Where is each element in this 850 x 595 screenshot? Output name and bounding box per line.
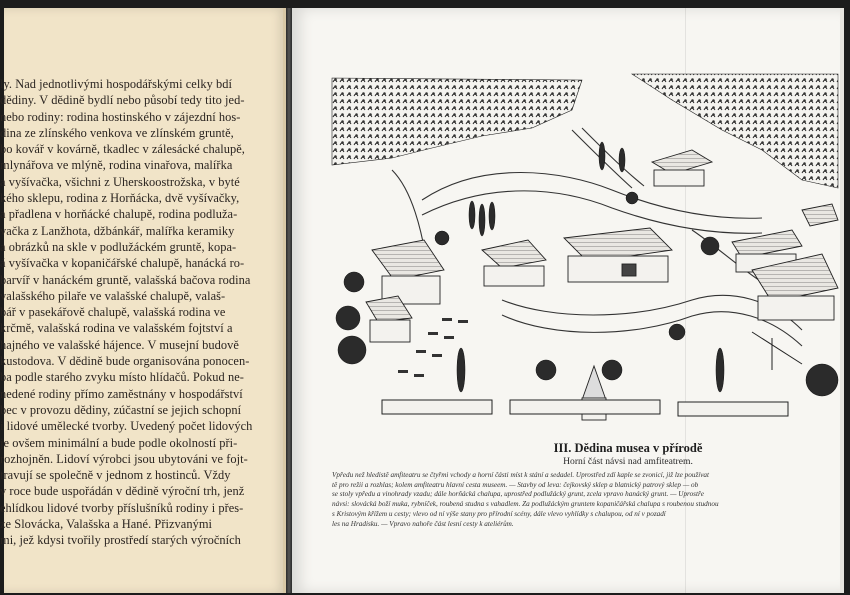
text-line: kého sklepu, rodina z Horňácka, dvě vyšívačky, [0,191,240,206]
caption-line: les na Hradisku. — Vpravo nahoře část lesní cesty k ateliérům. [332,519,514,528]
caption-line: návsi: slovácká boží muka, rybníček, roubená studna s vahadlem. Za podlužáckým gruntem kopaničářská chalupa s roubenou studnou [332,500,719,509]
text-line: ba podle starého zvyku místo hlídačů. Pokud ne- [0,370,244,385]
village-museum-illustration [332,70,838,440]
caption-line: s Kristovým křížem u cesty; vlevo od ní výše stany pro přírodní scény, dále vlevo vyhlídky s chalupou, od ní v pozadí [332,509,666,518]
text-line: mlynářova ve mlýně, rodina vinařova, malířka [0,158,233,173]
text-line: ly. Nad jednotlivými hospodářskými celky bdí [0,77,232,91]
text-line: barvíř v hanáckém gruntě, valašská bačova rodina [0,272,251,287]
page-edge [840,8,844,593]
text-line: i lidové umělecké tvorby. Uvedený počet lidových [0,419,253,434]
text-line: hajného ve valašské hájence. V musejní budově [0,337,239,352]
text-line: bo kovář v kovárně, tkadlec v zálesácké chalupě, [0,142,245,157]
text-line: ze Slovácka, Valašska a Hané. Přizvanými [0,517,212,532]
text-line: rozhojněn. Lidoví výrobci jsou ubytováni ve fojt- [0,451,248,466]
forest-left [332,78,582,165]
left-page-text [0,76,280,548]
text-line: nebo rodiny: rodina hostinského v zájezdní hos- [0,109,241,124]
text-line: travují se společně v jednom z hostinců. Vždy [0,468,231,483]
text-line: dědiny. V dědině bydlí nebo působí tedy tito jed- [0,93,245,108]
text-line: a vyšívačka, všichni z Uherskoostrožska, v byté [0,174,240,189]
caption-line: se stoly vpředu a vinohrady vzadu; dále horňácká chalupa, uprostřed podlužácký grunt, zcela vpravo hanácký grunt. — Uprostře [332,490,704,499]
text-line: bář v pasekářově chalupě, valašská rodina ve [0,305,226,320]
text-line: valašského pilaře ve valašské chalupě, valaš- [0,288,226,303]
text-line: dina ze zlínského venkova ve zlínském gruntě, [0,125,234,140]
text-line: mi, jež kdysi tvořily prostředí starých výročních [0,533,241,548]
caption-title: III. Dědina musea v přírodě [553,441,703,455]
caption-subtitle: Horní část návsi nad amfiteatrem. [563,456,693,467]
text-line: bec v provozu dědiny, zúčastní se jejich schopní [0,402,242,417]
text-line: nedené rodiny přímo zaměstnány v hospodářství [0,386,243,401]
text-line: a obrázků na skle v podlužáckém gruntě, kopa- [0,239,237,254]
text-line: vačka z Lanžhota, džbánkář, malířka keramiky [0,223,235,238]
left-page [0,8,286,593]
caption-line: tě pro režii a rozhlas; kolem amfiteatru hlavní cesta museem. — Stavby od leva: čejkovský sklep a blatnický patrový sklep — ob [332,480,699,489]
caption-line: Vpředu než hledistě amfiteatru se čtyřmi vchody a horní části míst k stání a sedadel. Uprostřed zdí kaple se zvonicí, již lze používat [332,471,710,479]
text-line: a přadlena v horňácké chalupě, rodina podluža- [0,207,238,222]
caption-body [332,471,840,533]
text-line: ehlídkou lidové tvorby příslušníků rodiny i přes- [0,500,244,515]
text-line: á vyšívačka v kopaničářské chalupě, hanácká ro- [0,256,245,271]
right-page [292,8,844,593]
text-line: kustodova. V dědině bude organisována ponocen- [0,354,250,369]
text-line: je ovšem minimální a bude podle okolností při- [0,435,238,450]
text-line: krčmě, valašská rodina ve valašském fojtství a [0,321,233,336]
text-line: v roce bude uspořádán v dědině výroční trh, jenž [0,484,245,499]
